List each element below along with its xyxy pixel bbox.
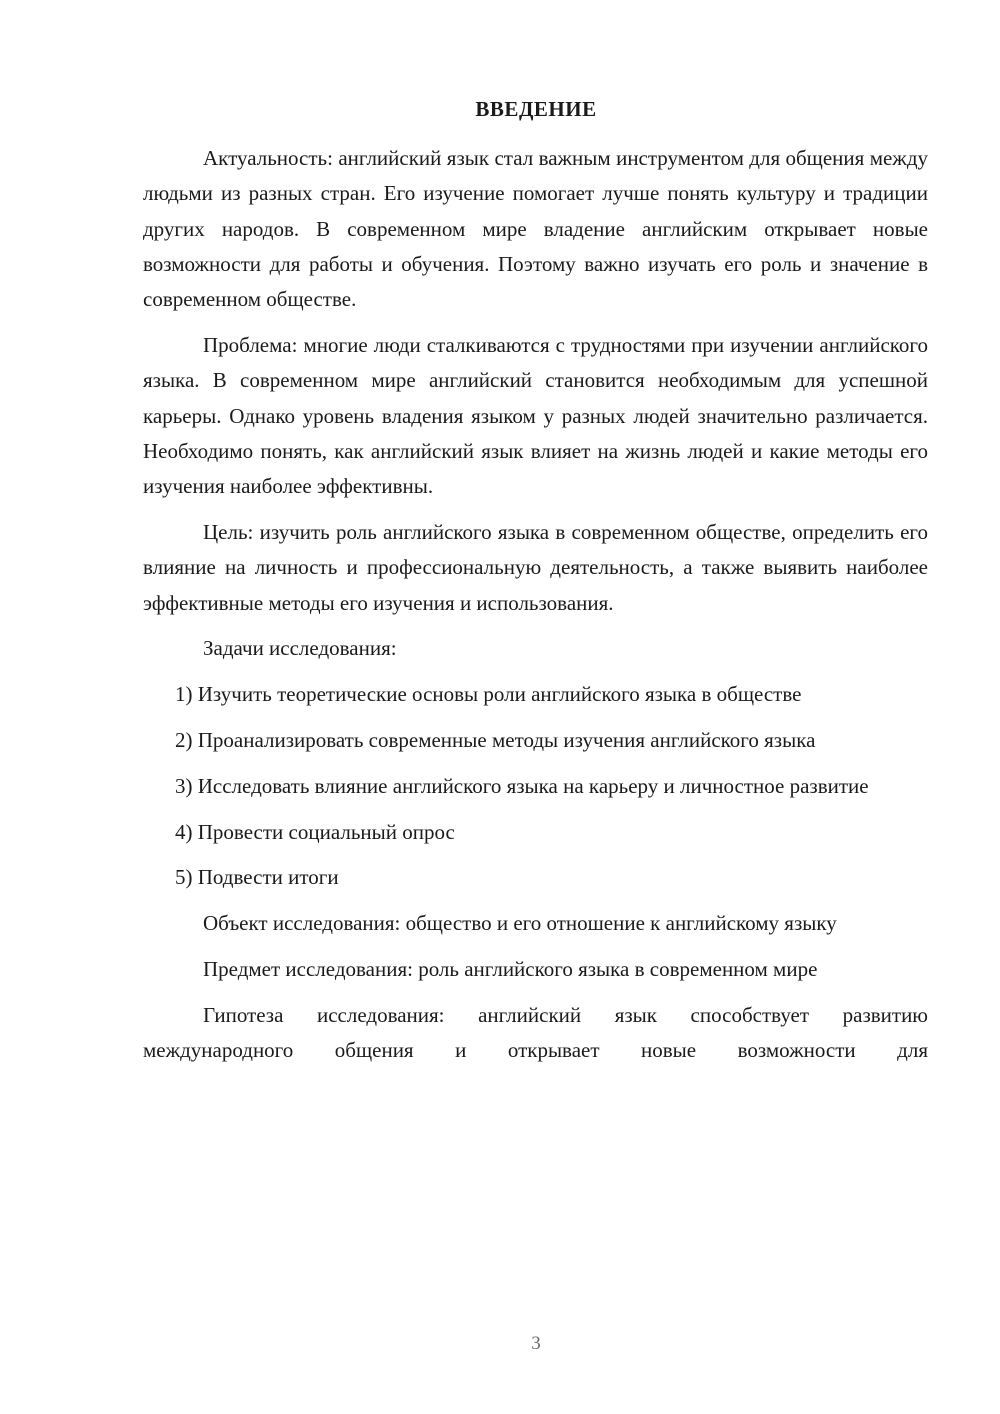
paragraph-object: Объект исследования: общество и его отношение к английскому языку xyxy=(203,911,837,936)
task-item-1: 1) Изучить теоретические основы роли английского языка в обществе xyxy=(175,682,802,707)
task-item-5: 5) Подвести итоги xyxy=(175,865,339,890)
paragraph-problem: Проблема: многие люди сталкиваются с трудностями при изучении английского языка. В современном мире английский становится необходимым для успешной карьеры. Однако уровень владения языком у разных людей значительно различается. Необходимо понять, как английский язык влияет на жизнь людей и какие методы его изучения наиболее эффективны. xyxy=(143,332,928,499)
paragraph-hypothesis: Гипотеза исследования: английский язык способствует развитию международного общения и открывает новые возможности для xyxy=(143,1002,928,1063)
paragraph-goal: Цель: изучить роль английского языка в современном обществе, определить его влияние на личность и профессиональную деятельность, а также выявить наиболее эффективные методы его изучения и использования. xyxy=(143,519,928,615)
task-item-4: 4) Провести социальный опрос xyxy=(175,819,455,844)
paragraph-subject: Предмет исследования: роль английского языка в современном мире xyxy=(203,956,818,981)
page-title: ВВЕДЕНИЕ xyxy=(475,97,597,121)
task-item-2: 2) Проанализировать современные методы изучения английского языка xyxy=(175,727,816,752)
tasks-title: Задачи исследования: xyxy=(203,636,397,661)
page-number: 3 xyxy=(531,1333,541,1354)
body-text xyxy=(143,141,928,1068)
task-item-3: 3) Исследовать влияние английского языка на карьеру и личностное развитие xyxy=(175,773,869,798)
paragraph-relevance: Актуальность: английский язык стал важным инструментом для общения между людьми из разных стран. Его изучение помогает лучше понять культуру и традиции других народов. В современном мире владение английским открывает новые возможности для работы и обучения. Поэтому важно изучать его роль и значение в современном обществе. xyxy=(143,146,928,312)
